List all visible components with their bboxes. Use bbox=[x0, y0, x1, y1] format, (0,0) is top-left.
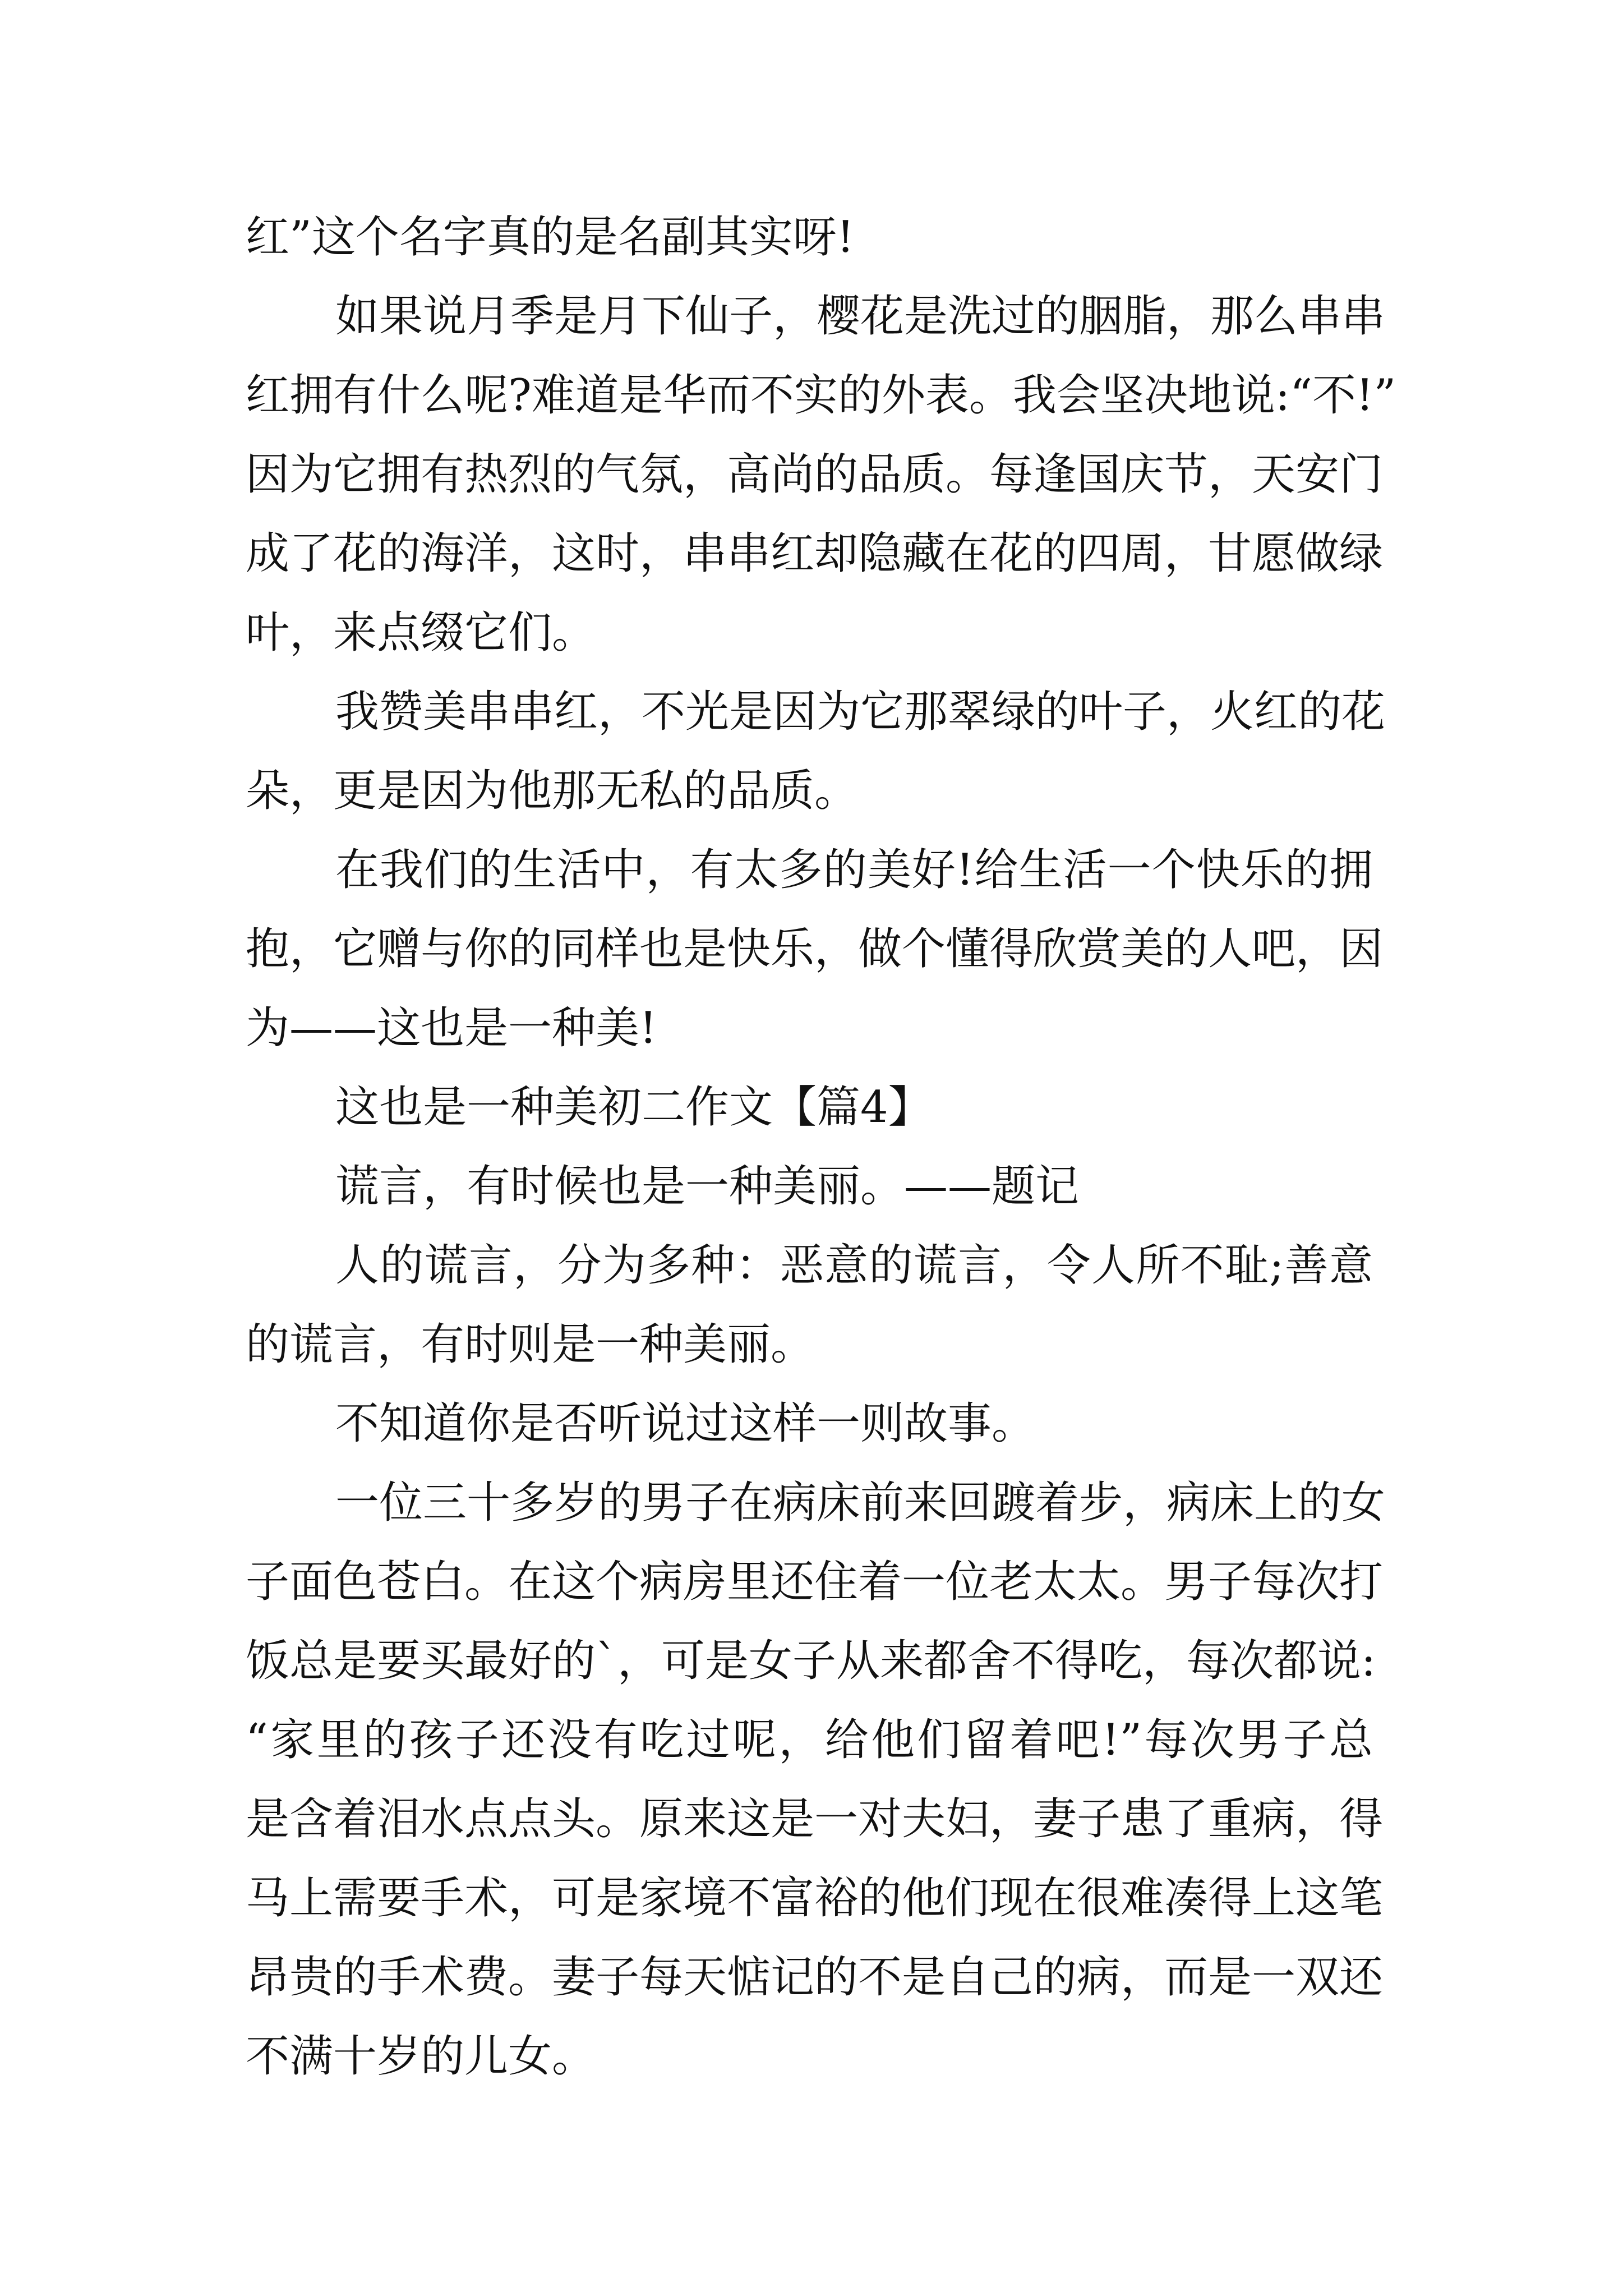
text-line: 昂贵的手术费。妻子每天惦记的不是自己的病，而是一双还 bbox=[246, 1952, 1384, 2003]
section-heading: 这也是一种美初二作文【篇4】 bbox=[335, 1082, 932, 1133]
text-line: 红拥有什么呢?难道是华而不实的外表。我会坚决地说:“不!” bbox=[246, 370, 1396, 421]
text-line: 我赞美串串红，不光是因为它那翠绿的叶子，火红的花 bbox=[335, 687, 1386, 737]
text-line: 红”这个名字真的是名副其实呀! bbox=[246, 212, 855, 263]
text-line: 是含着泪水点点头。原来这是一对夫妇，妻子患了重病，得 bbox=[246, 1794, 1384, 1844]
text-line: 的谎言，有时则是一种美丽。 bbox=[246, 1319, 815, 1370]
text-line: 抱，它赠与你的同样也是快乐，做个懂得欣赏美的人吧，因 bbox=[246, 924, 1384, 974]
text-line: 成了花的海洋，这时，串串红却隐藏在花的四周，甘愿做绿 bbox=[246, 528, 1384, 579]
text-line: 不满十岁的儿女。 bbox=[246, 2031, 596, 2082]
text-line: “家里的孩子还没有吃过呢，给他们留着吧!”每次男子总 bbox=[246, 1715, 1373, 1765]
text-line: 不知道你是否听说过这样一则故事。 bbox=[335, 1398, 1036, 1449]
epigraph: 谎言，有时候也是一种美丽。——题记 bbox=[335, 1161, 1080, 1212]
text-line: 朵，更是因为他那无私的品质。 bbox=[246, 766, 859, 816]
text-line: 叶，来点缀它们。 bbox=[246, 608, 596, 658]
text-line: 如果说月季是月下仙子，樱花是洗过的胭脂，那么串串 bbox=[335, 291, 1386, 342]
text-line: 在我们的生活中，有太多的美好!给生活一个快乐的拥 bbox=[335, 845, 1373, 895]
text-line: 因为它拥有热烈的气氛，高尚的品质。每逢国庆节，天安门 bbox=[246, 449, 1384, 500]
text-line: 为——这也是一种美! bbox=[246, 1003, 657, 1053]
text-line: 马上需要手术，可是家境不富裕的他们现在很难凑得上这笔 bbox=[246, 1873, 1384, 1924]
text-line: 饭总是要买最好的`，可是女子从来都舍不得吃，每次都说: bbox=[246, 1636, 1376, 1686]
text-line: 子面色苍白。在这个病房里还住着一位老太太。男子每次打 bbox=[246, 1557, 1384, 1607]
text-line: 人的谎言，分为多种：恶意的谎言，令人所不耻;善意 bbox=[335, 1240, 1373, 1291]
text-line: 一位三十多岁的男子在病床前来回踱着步，病床上的女 bbox=[335, 1478, 1386, 1528]
